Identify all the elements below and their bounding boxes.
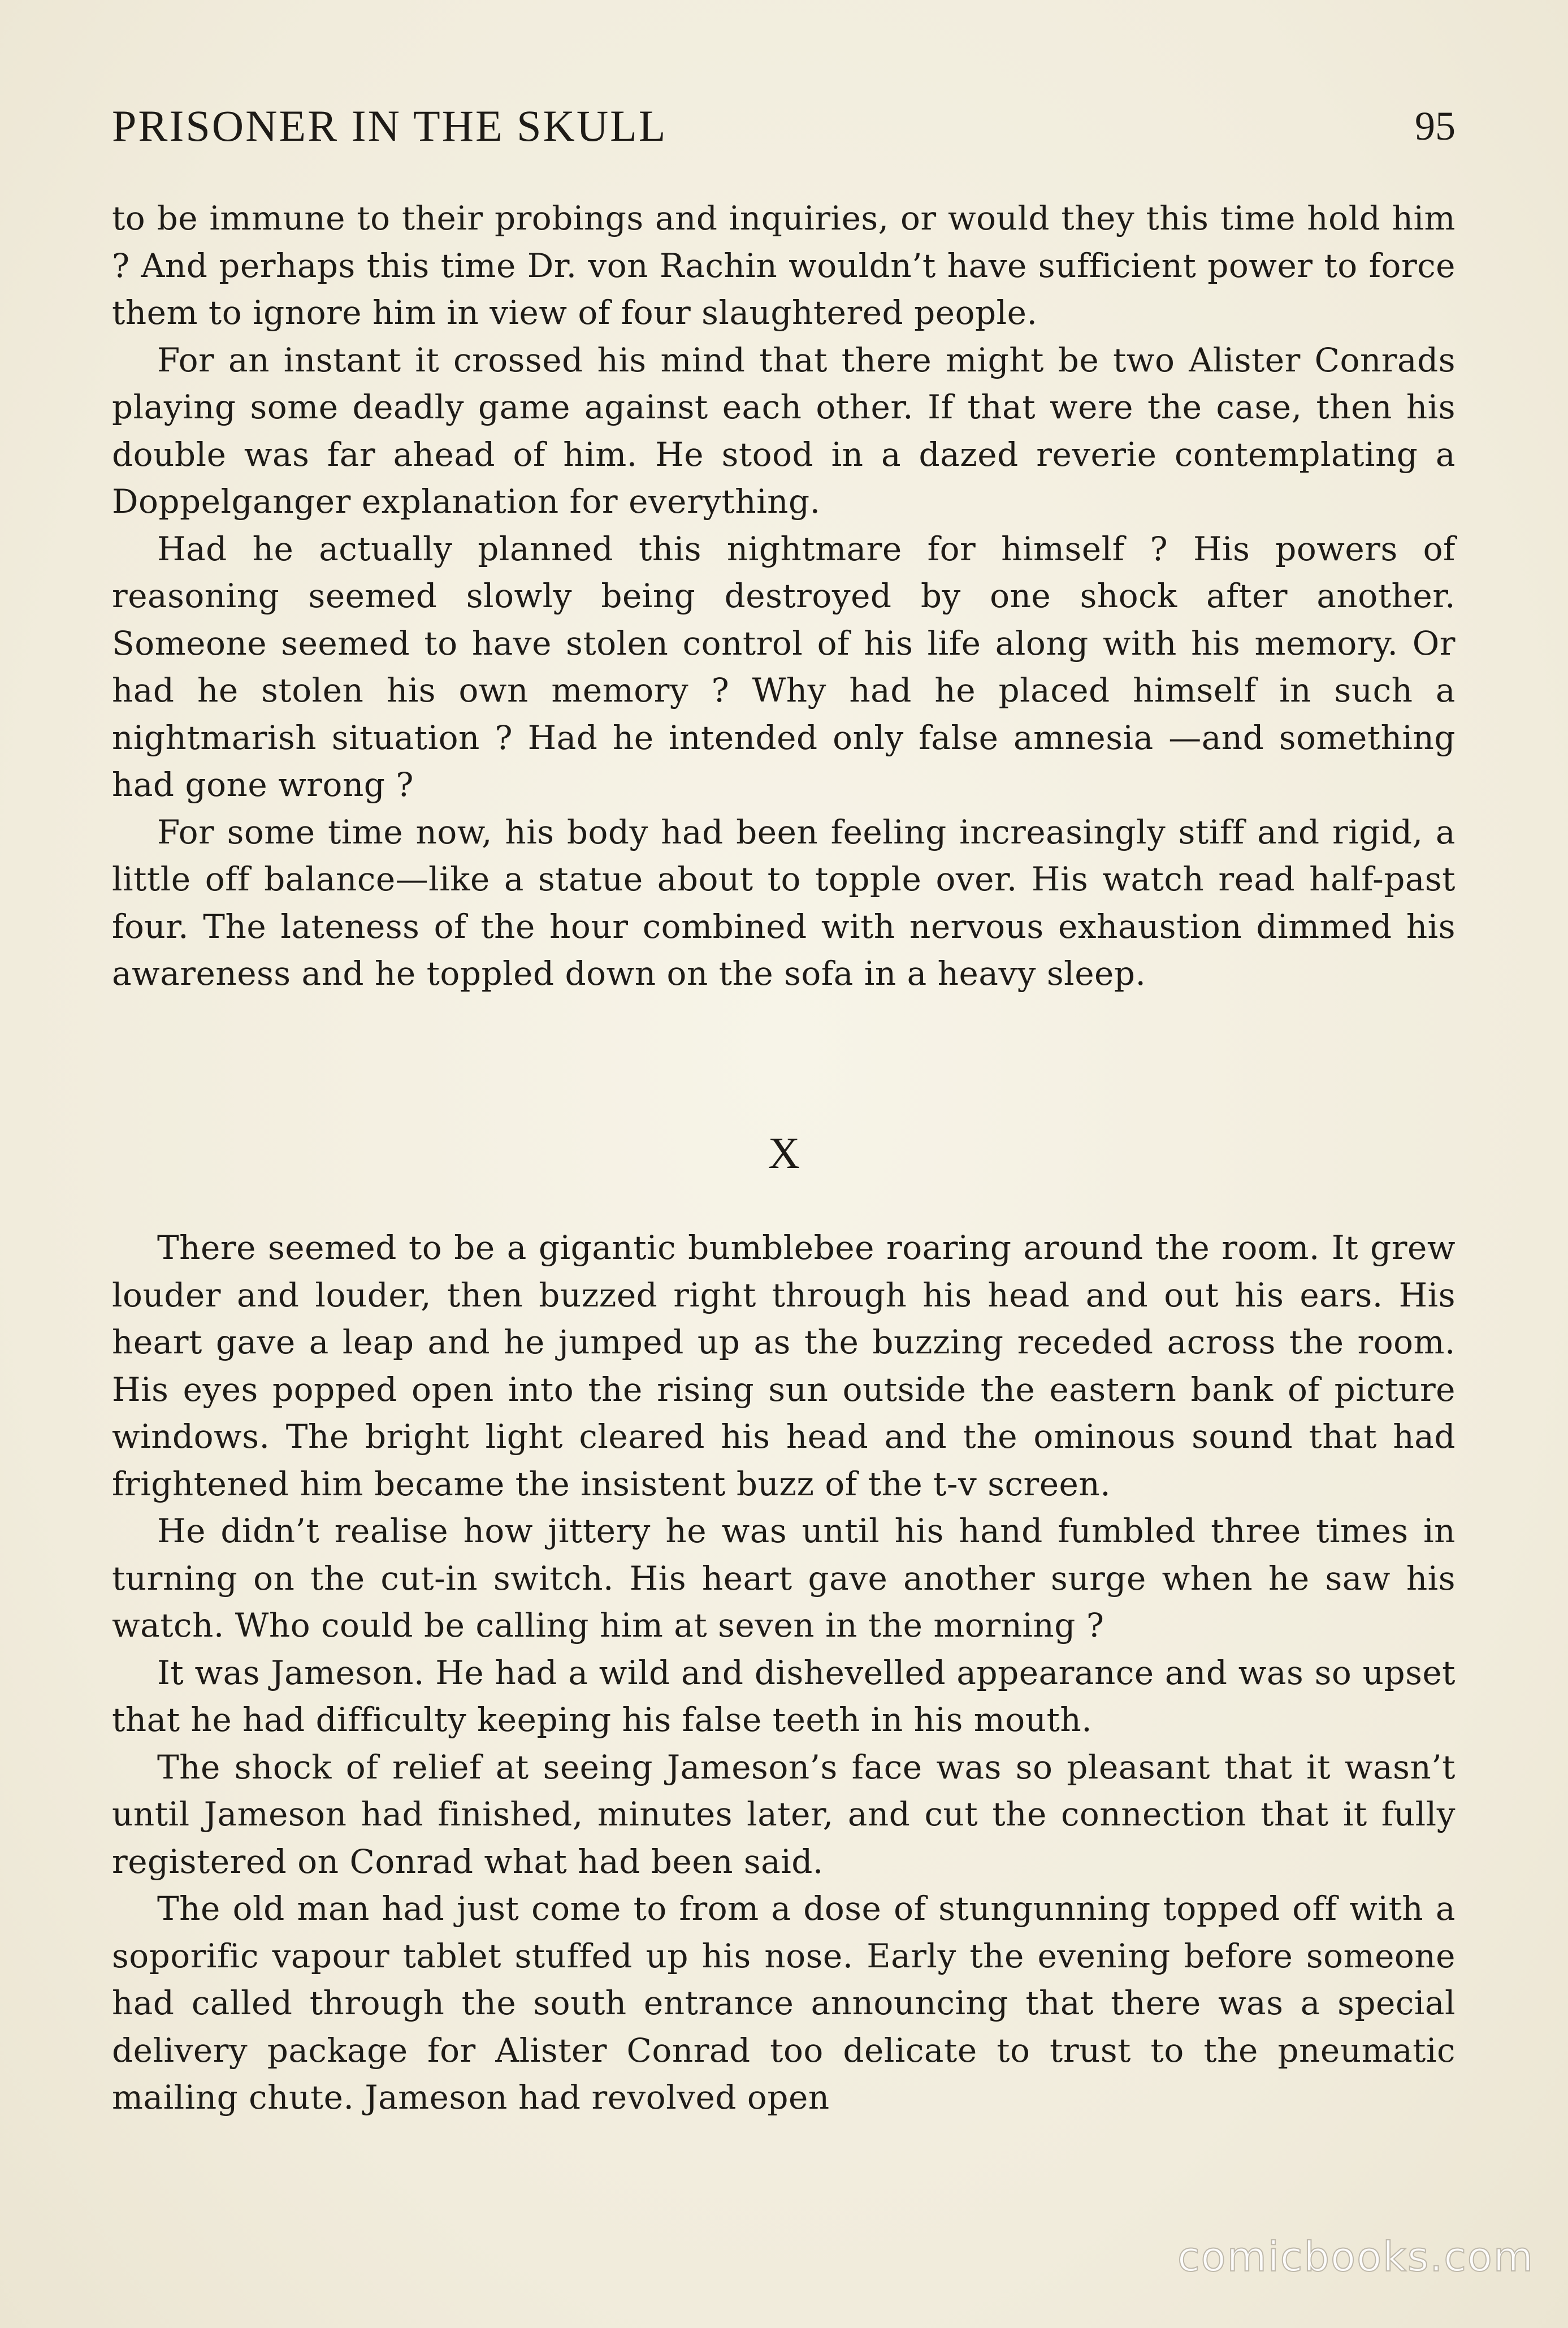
paragraph: There seemed to be a gigantic bumblebee roaring around the room. It grew louder and louder, then buzzed right through his head and out his ears. His heart gave a leap and he jumped up as the buzzing receded across the room. His eyes popped open into the rising sun outside the eastern bank of picture windows. The bright light cleared his head and the ominous sound that had frightened him became the insistent buzz of the t-v screen. — [112, 1228, 1456, 1503]
chapter-heading: X — [768, 1128, 800, 1178]
watermark: comicbooks.com — [1177, 2233, 1534, 2281]
running-title: PRISONER IN THE SKULL — [112, 101, 668, 150]
page-number: 95 — [1415, 103, 1456, 149]
paragraph: It was Jameson. He had a wild and dishevelled appearance and was so upset that he had difficulty keeping his false teeth in his mouth. — [112, 1653, 1456, 1739]
paragraph: The shock of relief at seeing Jameson’s face was so pleasant that it wasn’t until Jameson had finished, minutes later, and cut the connection that it fully registered on Conrad what had been said. — [112, 1747, 1456, 1881]
paragraph: He didn’t realise how jittery he was until his hand fumbled three times in turning on the cut-in switch. His heart gave another surge when he saw his watch. Who could be calling him at seven in the morning ? — [112, 1512, 1456, 1645]
body-text-after-chapter — [112, 1224, 1456, 2122]
page-header — [112, 95, 1456, 157]
paragraph: to be immune to their probings and inquiries, or would they this time hold him ? And perhaps this time Dr. von Rachin wouldn’t have sufficient power to force them to ignore him in view of four slaughtered people. — [112, 199, 1456, 332]
paragraph: For some time now, his body had been feeling increasingly stiff and rigid, a little off balance—like a statue about to topple over. His watch read half-past four. The lateness of the hour combined with nervous exhaustion dimmed his awareness and he toppled down on the sofa in a heavy sleep. — [112, 812, 1456, 993]
paragraph: The old man had just come to from a dose of stungunning topped off with a soporific vapour tablet stuffed up his nose. Early the evening before someone had called through the south entrance announcing that there was a special delivery package for Alister Conrad too delicate to trust to the pneumatic mailing chute. Jameson had revolved open — [112, 1889, 1456, 2117]
paragraph: For an instant it crossed his mind that there might be two Alister Conrads playing some deadly game against each other. If that were the case, then his double was far ahead of him. He stood in a dazed reverie contemplating a Doppelganger explanation for everything. — [112, 340, 1456, 521]
paragraph: Had he actually planned this nightmare for himself ? His powers of reasoning seemed slowly being destroyed by one shock after another. Someone seemed to have stolen control of his life along with his memory. Or had he stolen his own memory ? Why had he placed himself in such a nightmarish situation ? Had he intended only false amnesia —and something had gone wrong ? — [112, 529, 1456, 804]
body-text-before-chapter — [112, 195, 1456, 998]
